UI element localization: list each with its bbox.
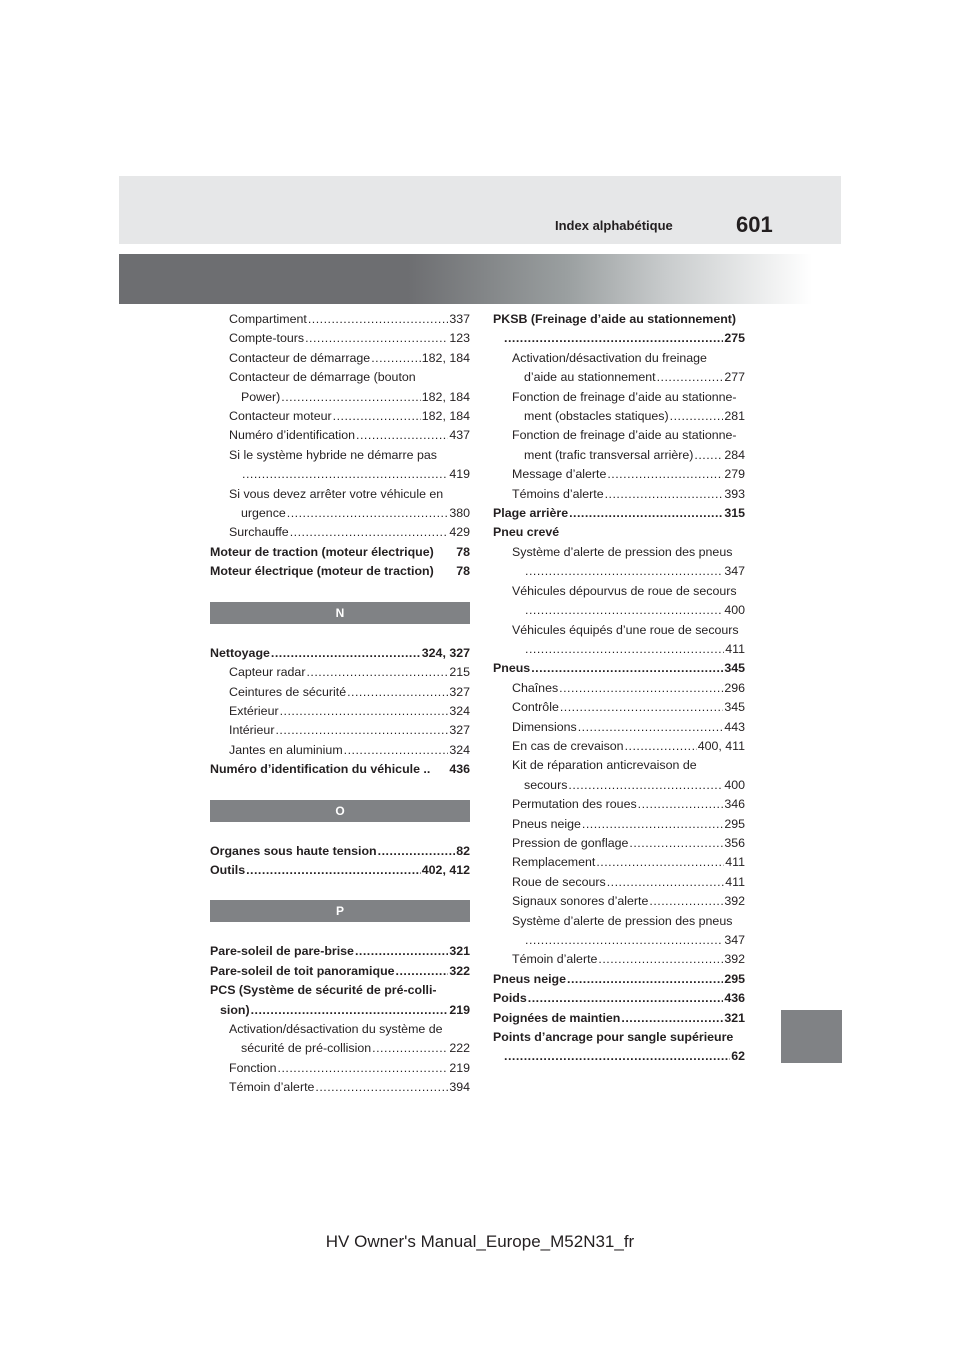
letter-heading-p: P (210, 900, 470, 922)
index-entry-leader (708, 349, 744, 368)
index-entry-leader (629, 834, 723, 853)
index-entry-page: 419 (449, 467, 470, 482)
index-entry (210, 1039, 470, 1058)
index-entry-label: ment (obstacles statiques) (524, 409, 669, 424)
index-entry-label: d’aide au stationnement (524, 370, 656, 385)
index-entry-page: 324 (449, 742, 470, 757)
index-entry (493, 834, 745, 853)
index-entry-leader (569, 504, 723, 523)
index-entry-leader (371, 349, 421, 368)
index-entry (210, 741, 470, 760)
index-entry-page: 324 (449, 703, 470, 718)
index-entry (493, 349, 745, 368)
index-entry-leader (435, 543, 455, 562)
index-entry-leader (271, 644, 421, 663)
index-entry-page: 411 (725, 855, 745, 870)
index-block-p-continued (493, 310, 745, 1067)
index-entry (493, 465, 745, 484)
index-entry-leader (372, 1039, 448, 1058)
index-entry-leader (559, 679, 723, 698)
index-entry-label: Power) (241, 389, 281, 404)
index-entry-label: Pare-soleil de toit panoramique (210, 963, 395, 978)
index-entry (493, 698, 745, 717)
index-entry-leader (355, 942, 448, 961)
index-entry (210, 962, 470, 981)
index-entry-label: En cas de crevaison (512, 738, 624, 753)
index-entry-label: Contrôle (512, 700, 559, 715)
index-entry-leader (438, 446, 469, 465)
index-entry-page: 443 (724, 719, 745, 734)
index-entry-leader (657, 368, 724, 387)
index-entry-label: Témoins d’alerte (512, 486, 604, 501)
index-entry-leader (246, 861, 421, 880)
index-entry-page: 78 (456, 564, 470, 579)
index-entry-leader (638, 795, 724, 814)
index-entry (210, 426, 470, 445)
index-block-n (210, 644, 470, 780)
index-entry-label: sion) (220, 1002, 250, 1017)
index-entry-leader (625, 737, 697, 756)
index-entry (493, 1028, 745, 1047)
index-entry-leader (598, 950, 723, 969)
index-entry (493, 970, 745, 989)
index-entry-leader (333, 407, 421, 426)
index-entry-page: 219 (449, 1002, 470, 1017)
index-entry-label: Pneus neige (493, 971, 566, 986)
index-entry-leader (607, 873, 725, 892)
index-entry-leader (528, 989, 724, 1008)
index-entry-leader (504, 1047, 730, 1066)
index-entry-page: 437 (449, 428, 470, 443)
index-entry-page: 295 (724, 816, 745, 831)
index-entry-leader (738, 426, 744, 445)
index-entry-page: 347 (724, 564, 745, 579)
index-entry-leader (396, 962, 449, 981)
index-entry-page: 277 (724, 370, 745, 385)
index-entry-label: Pneus neige (512, 816, 581, 831)
index-entry (210, 644, 470, 663)
index-entry-leader (578, 718, 724, 737)
index-entry-leader (737, 310, 744, 329)
index-entry-label: Moteur électrique (moteur de traction) (210, 564, 434, 579)
index-entry-label: Système d’alerte de pression des pneus (512, 544, 733, 559)
index-entry (493, 329, 745, 348)
index-entry-page: 345 (724, 661, 745, 676)
index-entry-label: Surchauffe (229, 525, 289, 540)
index-entry (493, 815, 745, 834)
index-entry (493, 504, 745, 523)
index-entry-label: Fonction de freinage d’aide au stationne- (512, 389, 737, 404)
index-entry-leader (670, 407, 724, 426)
index-entry-label: Pare-soleil de pare-brise (210, 944, 354, 959)
index-entry-label: Pression de gonflage (512, 835, 629, 850)
index-entry (210, 1059, 470, 1078)
index-block-p (210, 942, 470, 1097)
index-entry-label: Nettoyage (210, 645, 270, 660)
index-entry-leader (504, 329, 723, 348)
index-entry-leader (280, 702, 449, 721)
index-entry (210, 446, 470, 465)
index-entry-label: Compartiment (229, 312, 307, 326)
index-entry-label: Fonction (229, 1060, 277, 1075)
index-entry (493, 795, 745, 814)
index-entry-leader (251, 1001, 449, 1020)
index-entry-leader (531, 659, 723, 678)
index-entry-page: 123 (449, 331, 470, 346)
index-entry-label: Contacteur de démarrage (bouton (229, 370, 416, 385)
index-entry-label: Organes sous haute tension (210, 843, 377, 858)
header-band (119, 176, 841, 244)
index-entry-page: 393 (724, 486, 745, 501)
index-entry-page: 345 (724, 700, 745, 715)
index-entry-label: Contacteur de démarrage (229, 350, 371, 365)
index-entry (210, 842, 470, 861)
index-entry-page: 279 (724, 467, 745, 482)
index-entry (493, 892, 745, 911)
index-entry-page: 400 (724, 777, 745, 792)
index-entry (210, 523, 470, 542)
index-entry (210, 407, 470, 426)
index-entry (493, 562, 745, 581)
index-entry-label: Poignées de maintien (493, 1010, 621, 1025)
index-entry (493, 485, 745, 504)
index-entry (210, 942, 470, 961)
index-entry (210, 861, 470, 880)
index-entry (493, 640, 745, 659)
index-entry-page: 321 (724, 1010, 745, 1025)
index-entry-label: Témoin d’alerte (229, 1080, 315, 1095)
index-entry (210, 760, 470, 779)
index-entry (493, 659, 745, 678)
index-entry (210, 465, 470, 484)
index-entry-leader (444, 1020, 469, 1039)
index-entry-leader (560, 523, 744, 542)
index-entry (210, 329, 470, 348)
index-entry-label: Activation/désactivation du freinage (512, 350, 707, 365)
index-entry-leader (568, 776, 723, 795)
index-entry-page: 402, 412 (421, 862, 470, 877)
index-entry (210, 349, 470, 368)
index-entry-leader (607, 465, 723, 484)
index-entry-label: Kit de réparation anticrevaison de (512, 758, 697, 773)
footer-text: HV Owner's Manual_Europe_M52N31_fr (325, 1232, 635, 1251)
index-entry-leader (242, 465, 448, 484)
index-entry-leader (596, 853, 724, 872)
index-entry-page: 436 (724, 991, 745, 1006)
index-entry-page: 356 (724, 835, 745, 850)
index-entry-label: Signaux sonores d’alerte (512, 894, 649, 909)
page-number: 601 (736, 212, 773, 237)
index-entry-label: Permutation des roues (512, 797, 637, 812)
index-entry-label: Compte-tours (229, 331, 305, 346)
index-entry-label: Véhicules dépourvus de roue de secours (512, 583, 737, 598)
index-entry-page: 215 (449, 665, 470, 680)
index-entry-label: Pneu crevé (493, 525, 560, 540)
index-entry-leader (525, 562, 723, 581)
index-entry-page: 222 (449, 1041, 470, 1056)
index-entry-label: Moteur de traction (moteur électrique) (210, 544, 434, 559)
index-entry (493, 601, 745, 620)
index-entry-leader (438, 981, 469, 1000)
index-entry-leader (649, 892, 723, 911)
index-entry-leader (435, 562, 455, 581)
index-entry-leader (275, 721, 448, 740)
index-entry-leader (281, 388, 421, 407)
index-entry (493, 446, 745, 465)
index-block-o (210, 842, 470, 881)
index-entry-leader (525, 601, 723, 620)
index-entry-label: Pneus (493, 661, 531, 676)
index-entry (210, 702, 470, 721)
index-entry-label: Roue de secours (512, 874, 606, 889)
index-entry-page: 275 (724, 331, 745, 346)
index-entry-page: 400 (724, 603, 745, 618)
index-entry-page: 392 (724, 952, 745, 967)
index-entry-label: Témoin d’alerte (512, 952, 598, 967)
index-entry (493, 853, 745, 872)
index-entry-label: urgence (241, 506, 286, 521)
index-entry-page: 62 (731, 1049, 745, 1064)
index-entry-page: 295 (724, 971, 745, 986)
index-entry (210, 388, 470, 407)
index-entry-leader (308, 310, 449, 329)
index-entry-leader (740, 621, 744, 640)
index-entry-label: Contacteur moteur (229, 409, 332, 424)
index-column-left (210, 310, 470, 1098)
index-entry (210, 663, 470, 682)
letter-heading-n: N (210, 602, 470, 624)
index-entry (493, 523, 745, 542)
index-entry (210, 543, 470, 562)
index-entry-page: 82 (456, 843, 470, 858)
index-entry (493, 679, 745, 698)
index-entry (493, 582, 745, 601)
index-entry-page: 78 (456, 544, 470, 559)
index-entry (210, 683, 470, 702)
index-entry-label: Activation/désactivation du système de (229, 1021, 443, 1036)
index-entry-leader (738, 388, 744, 407)
index-entry-page: 284 (724, 447, 745, 462)
index-entry (493, 368, 745, 387)
index-entry-leader (621, 1009, 723, 1028)
index-entry-page: 327 (449, 723, 470, 738)
index-entry-leader (698, 756, 744, 775)
index-entry (493, 989, 745, 1008)
index-entry-page: 219 (449, 1060, 470, 1075)
index-entry-label: Si le système hybride ne démarre pas (229, 447, 437, 462)
index-entry (493, 1009, 745, 1028)
index-entry-leader (431, 760, 448, 779)
index-entry-leader (378, 842, 456, 861)
index-entry-leader (567, 970, 723, 989)
index-entry-page: 182, 184 (421, 409, 470, 424)
index-entry-page: 321 (449, 944, 470, 959)
index-entry-page: 322 (449, 963, 470, 978)
index-entry-page: 296 (724, 680, 745, 695)
index-entry-label: Remplacement (512, 855, 596, 870)
index-entry-leader (582, 815, 723, 834)
index-entry-leader (525, 640, 724, 659)
index-entry-page: 281 (724, 409, 745, 424)
index-entry-page: 392 (724, 894, 745, 909)
index-entry-label: Ceintures de sécurité (229, 684, 347, 699)
index-column-right (493, 310, 745, 1067)
index-entry (493, 426, 745, 445)
index-entry-label: Chaînes (512, 680, 559, 695)
index-entry (493, 912, 745, 931)
decorative-gradient-bar (119, 254, 841, 304)
index-entry (493, 931, 745, 950)
index-entry-leader (287, 504, 449, 523)
index-entry-leader (734, 1028, 744, 1047)
index-entry (210, 485, 470, 504)
index-entry-page: 429 (449, 525, 470, 540)
index-entry-leader (290, 523, 449, 542)
index-entry-label: Plage arrière (493, 506, 569, 521)
index-entry (493, 873, 745, 892)
index-entry-leader (694, 446, 723, 465)
index-entry-label: Fonction de freinage d’aide au stationne- (512, 428, 737, 443)
index-entry-label: Intérieur (229, 723, 275, 738)
index-entry (210, 1020, 470, 1039)
index-entry (210, 1078, 470, 1097)
index-entry (210, 1001, 470, 1020)
index-entry-leader (738, 582, 744, 601)
index-entry-label: Poids (493, 991, 527, 1006)
index-entry-page: 380 (449, 506, 470, 521)
index-entry (493, 310, 745, 329)
index-entry-page: 327 (449, 684, 470, 699)
index-entry (493, 407, 745, 426)
index-entry-page: 315 (724, 506, 745, 521)
index-entry-leader (347, 683, 448, 702)
index-entry-page: 346 (724, 797, 745, 812)
index-entry-label: Capteur radar (229, 665, 306, 680)
section-title: Index alphabétique (555, 218, 673, 233)
index-entry-label: Outils (210, 862, 246, 877)
index-entry-label: PKSB (Freinage d’aide au stationnement) (493, 312, 737, 326)
index-entry-leader (278, 1059, 449, 1078)
index-entry-leader (733, 543, 744, 562)
index-entry-label: Numéro d’identification du véhicule .. (210, 762, 431, 777)
index-entry-leader (560, 698, 723, 717)
index-entry (493, 1047, 745, 1066)
index-entry-page: 347 (724, 933, 745, 947)
index-entry-label: Véhicules équipés d’une roue de secours (512, 622, 739, 637)
index-entry-leader (444, 485, 469, 504)
index-entry (493, 737, 745, 756)
index-entry-page: 411 (725, 641, 745, 656)
index-entry-leader (417, 368, 469, 387)
index-entry (493, 388, 745, 407)
index-entry-label: Points d’ancrage pour sangle supérieure (493, 1030, 734, 1045)
index-entry-page: 411 (725, 874, 745, 889)
index-entry-leader (305, 329, 448, 348)
index-entry-page: 436 (449, 762, 470, 777)
index-entry-leader (356, 426, 448, 445)
index-entry-leader (525, 931, 723, 950)
index-entry-leader (306, 663, 448, 682)
index-entry (493, 718, 745, 737)
index-entry-label: Numéro d’identification (229, 428, 356, 443)
index-entry-leader (315, 1078, 448, 1097)
index-entry-label: secours (524, 777, 568, 792)
index-entry-label: sécurité de pré-collision (241, 1041, 372, 1056)
index-entry-label: PCS (Système de sécurité de pré-colli- (210, 983, 437, 998)
index-entry-leader (733, 912, 744, 931)
index-entry-page: 394 (449, 1080, 470, 1095)
index-entry-label: Extérieur (229, 703, 279, 718)
index-entry-label: ment (trafic transversal arrière) (524, 447, 694, 462)
index-entry (493, 950, 745, 969)
thumb-index-tab (781, 1010, 842, 1063)
index-entry-label: Dimensions (512, 719, 577, 734)
index-entry (210, 310, 470, 329)
index-entry (210, 721, 470, 740)
index-entry (210, 504, 470, 523)
index-entry-page: 182, 184 (421, 350, 470, 365)
index-entry-label: Système d’alerte de pression des pneus (512, 913, 733, 928)
index-entry (210, 562, 470, 581)
index-entry-page: 182, 184 (421, 389, 470, 404)
index-entry (210, 981, 470, 1000)
index-block-m-continued (210, 310, 470, 582)
index-entry (493, 621, 745, 640)
index-entry (210, 368, 470, 387)
index-entry-page: 400, 411 (697, 738, 745, 753)
index-entry-leader (344, 741, 449, 760)
index-entry-label: Si vous devez arrêter votre véhicule en (229, 486, 444, 501)
index-entry-leader (605, 485, 724, 504)
index-entry-label: Jantes en aluminium (229, 742, 343, 757)
letter-heading-o: O (210, 800, 470, 822)
index-entry (493, 543, 745, 562)
index-entry (493, 756, 745, 775)
index-entry-page: 324, 327 (421, 645, 470, 660)
index-entry-label: Message d’alerte (512, 467, 607, 482)
index-entry (493, 776, 745, 795)
index-entry-page: 337 (449, 312, 470, 326)
